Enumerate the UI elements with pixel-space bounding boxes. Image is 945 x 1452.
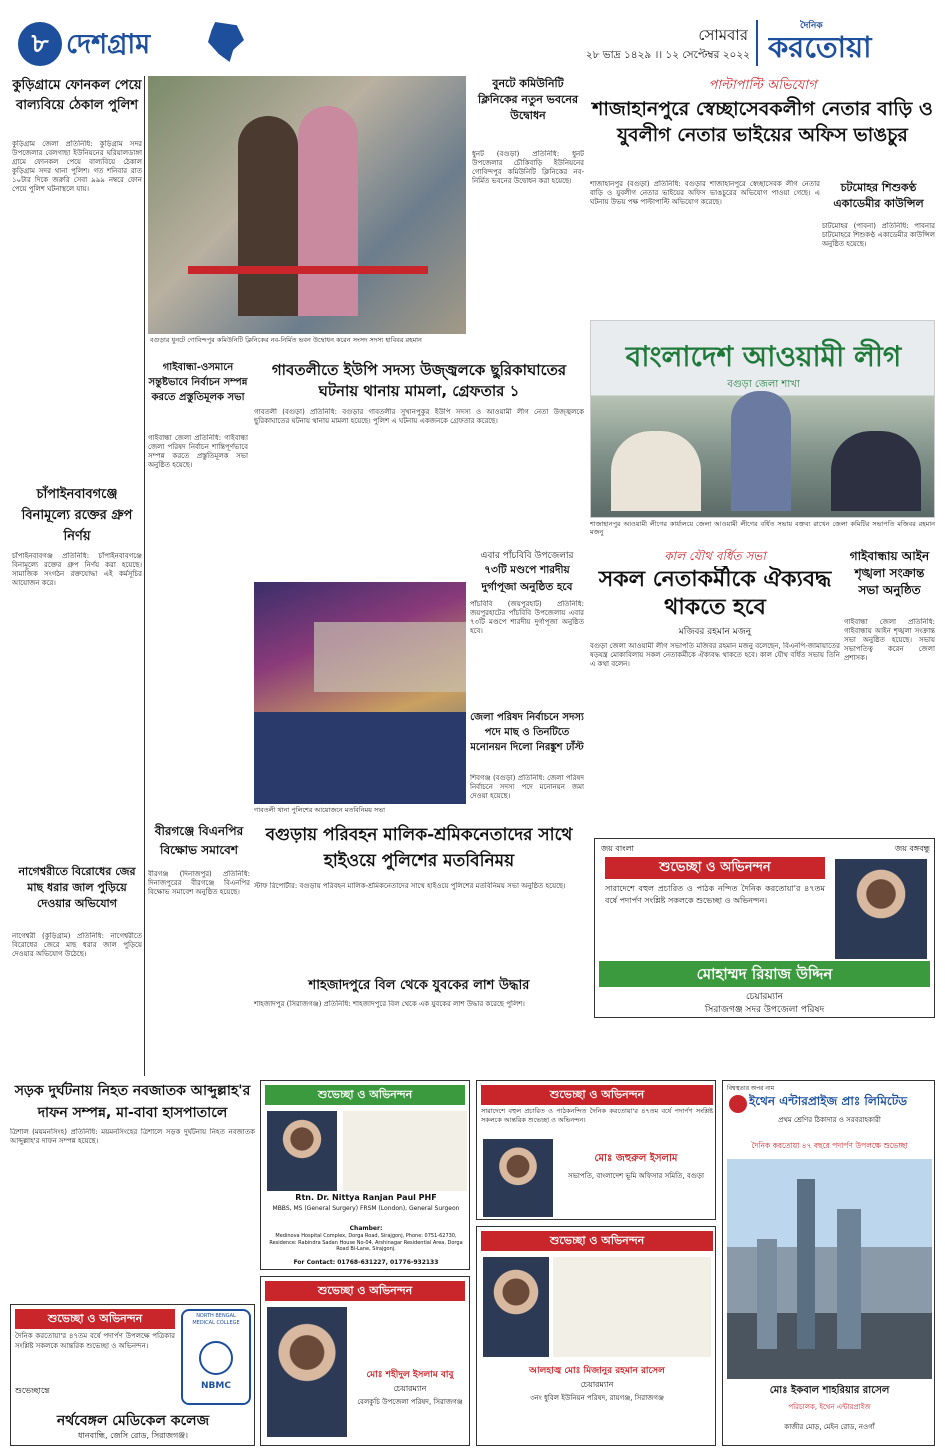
ad-note: [343, 1111, 467, 1191]
story-12: [844, 548, 935, 838]
company-subtitle: প্রথম শ্রেণির ঠিকাদার ও সরবরাহকারী: [778, 1116, 881, 1124]
building-shape: [837, 1209, 861, 1349]
ad-dr-nittya: [260, 1080, 470, 1270]
lead-headline: শাজাহানপুরে স্বেচ্ছাসেবকলীগ নেতার বাড়ি ও যুবলীগ নেতার ভাইয়ের অফিস ভাঙচুর: [592, 98, 933, 146]
ad-headline: শুভেচ্ছা ও অভিনন্দন: [605, 857, 825, 879]
ad-note: [553, 1257, 711, 1357]
police-photo-caption: গাবতলী থানা পুলিশের আয়োজনে মতবিনিময় সভা: [254, 806, 386, 814]
person-photo: [483, 1139, 553, 1217]
contact: For Contact: 01768-631227, 01776-932133: [293, 1259, 439, 1266]
left-column: [12, 76, 142, 1076]
ad-mizanur: [476, 1226, 716, 1446]
story-9-body: পাঁচবিবি (জয়পুরহাট) প্রতিনিধি: জয়পুরহাটের পাঁচবিবি উপজেলায় এবার ৭৩টি মণ্ডপে শারদীয় দুর্গাপূজা অনুষ্ঠিত হবে।: [470, 600, 584, 635]
ad-role: চেয়ারম্যান: [746, 992, 783, 1001]
clinic-inauguration-photo: [148, 76, 466, 334]
seated-figure: [831, 431, 921, 511]
ad-text: দৈনিক করতোয়া'র ৪৭তম বর্ষে পদার্পণ উপলক্ষে পত্রিকার সংশ্লিষ্ট সকলকে আন্তরিক শুভেচ্ছা ও অভিনন্দন।: [15, 1332, 175, 1350]
story-12-headline: গাইবান্ধায় আইন শৃঙ্খলা সংক্রান্ত সভা অনুষ্ঠিত: [849, 549, 930, 597]
page-number: ৮: [18, 22, 62, 66]
story-6-headline: চটমোহর শিশুকণ্ঠ একাডেমীর কাউন্সিল: [833, 181, 924, 210]
story-9-kicker: এবার পাঁচবিবি উপজেলার: [480, 551, 574, 561]
ad-role: চেয়ারম্যান: [580, 1380, 614, 1389]
person-photo: [267, 1307, 347, 1437]
header-date: ২৮ ভাদ্র ১৪২৯ ।। ১২ সেপ্টেম্বর ২০২২: [585, 49, 750, 61]
ad-slogan-left: জয় বাংলা: [601, 844, 634, 853]
audience: [254, 712, 466, 804]
meeting-caption: শাজাহানপুর আওয়ামী লীগের কার্যালয়ে জেলা আওয়ামী লীগের বর্ধিত সভায় বক্তব্য রাখেন জেলা কমিটির সভাপতি মজিবর রহমান মজনু: [590, 520, 935, 536]
story-14: [254, 822, 584, 972]
ad-role: পরিচালক, ইথেন এন্টারপ্রাইজ: [788, 1403, 871, 1411]
story-15: [254, 976, 584, 1076]
story-6-body: চাটমোহর (পাবনা) প্রতিনিধি: পাবনার চাটমোহরে শিশুকণ্ঠ একাডেমীর কাউন্সিল অনুষ্ঠিত হয়েছে।: [822, 222, 935, 248]
lead-story-head: [590, 76, 935, 176]
paper-small: দৈনিক: [800, 21, 823, 30]
story-11-kicker: কাল যৌথ বর্ধিত সভা: [664, 549, 766, 563]
story-2-body: চাঁপাইনবাবগঞ্জ প্রতিনিধি: চাঁপাইনবাবগঞ্জে বিনামূল্যে রক্তের গ্রুপ নির্ণয় করা হয়েছে। সামাজিক সংগঠন রক্তযোদ্ধা এই কর্মসূচির আয়োজন করে।: [12, 552, 142, 587]
ad-nbmc: [10, 1304, 255, 1446]
ribbon: [188, 266, 428, 274]
college-abbr: NBMC: [201, 1381, 231, 1391]
ad-org: বেলকুচি উপজেলা পরিষদ, সিরাজগঞ্জ: [357, 1398, 463, 1406]
banner-text: বাংলাদেশ আওয়ামী লীগ: [625, 340, 902, 373]
story-16: [10, 1080, 255, 1300]
company-logo-icon: [729, 1095, 747, 1113]
story-11-byline: মজিবর রহমান মজনু: [678, 627, 752, 637]
ad-name: মোহাম্মদ রিয়াজ উদ্দিন: [599, 961, 930, 987]
ad-headline: শুভেচ্ছা ও অভিনন্দন: [481, 1085, 713, 1105]
story-14-headline: বগুড়ায় পরিবহন মালিক-শ্রমিকনেতাদের সাথে হাইওয়ে পুলিশের মতবিনিময়: [265, 825, 573, 871]
story-9: [470, 548, 584, 708]
building-shape: [757, 1239, 777, 1349]
person-figure: [238, 116, 298, 316]
person-photo: [267, 1111, 337, 1191]
ad-jahurul: [476, 1080, 716, 1220]
masthead: [0, 0, 945, 70]
story-2-headline: চাঁপাইনবাবগঞ্জে বিনামূল্যে রক্তের গ্রুপ নির্ণয়: [21, 487, 133, 544]
story-13: [148, 822, 250, 1062]
story-4-body: ধুনট (বগুড়া) প্রতিনিধি: ধুনট উপজেলার চৌকিবাড়ি ইউনিয়নের গোবিন্দপুর কমিউনিটি ক্লিনিকের নব-নির্মিত ভবনের উদ্বোধন করা হয়েছে।: [472, 150, 584, 185]
ad-tagline: বিশ্বস্থতার অপর নাম: [727, 1085, 775, 1092]
police-meeting-photo: [254, 582, 466, 804]
story-15-headline: শাহজাদপুরে বিল থেকে যুবকের লাশ উদ্ধার: [308, 978, 530, 993]
lead-body: শাজাহানপুর (বগুড়া) প্রতিনিধি: বগুড়ার শাজাহানপুরে স্বেচ্ছাসেবক লীগ নেতার বাড়ি ও যুবলীগ নেতার ভাইয়ের অফিস ভাঙচুরের অভিযোগ পাওয়া গেছে। এ ঘটনায় উভয় পক্ষ পাল্টাপাল্টি অভিযোগ করেছে।: [590, 180, 820, 206]
story-11: [590, 548, 840, 638]
seated-figure: [611, 431, 701, 511]
ad-text: সারাদেশে বহুল প্রচারিত ও পাঠক নন্দিত দৈনিক করতোয়া'র ৪৭তম বর্ষে পদার্পণ সংশ্লিষ্ট সকলকে শুভেচ্ছা ও অভিনন্দন।: [605, 884, 825, 905]
ad-riaz-uddin: [594, 838, 935, 1018]
story-14-body: স্টাফ রিপোর্টার: বগুড়ায় পরিবহন মালিক-শ্রমিকনেতাদের সাথে হাইওয়ে পুলিশের মতবিনিময় সভা অনুষ্ঠিত হয়েছে।: [254, 882, 566, 890]
story-9-headline: ৭৩টি মণ্ডপে শারদীয় দুর্গাপূজা অনুষ্ঠিত হবে: [481, 564, 573, 593]
ad-wish: দৈনিক করতোয়া ৪৭ বছরে পদার্পণ উপলক্ষে শুভেচ্ছা: [751, 1141, 908, 1150]
story-8-body: গাবতলী (বগুড়া) প্রতিনিধি: বগুড়ার গাবতলীর সুখানপুকুর ইউপি সদস্য ও আওয়ামী লীগ নেতা উজ্জ্বলকে ছুরিকাঘাতের ঘটনায় থানায় মামলা হয়েছে। পুলিশ এ ঘটনায় একজনকে গ্রেফতার করেছে।: [254, 408, 584, 425]
ad-role: সভাপতি, বাংলাদেশ ভূমি অফিসার সমিতি, বগুড়া: [568, 1172, 704, 1180]
company-name: ইথেন এন্টারপ্রাইজ প্রাঃ লিমিটেড: [749, 1094, 908, 1108]
story-7-body: গাইবান্ধা জেলা প্রতিনিধি: গাইবান্ধা জেলা পরিষদ নির্বাচন শান্তিপূর্ণভাবে সম্পন্ন করতে প্রস্তুতিমূলক সভা অনুষ্ঠিত হয়েছে।: [148, 434, 248, 469]
ad-ethen-enterprise: [722, 1080, 935, 1446]
story-7-headline: গাইবান্ধা-ওসমানে সন্তুষ্টভাবে নির্বাচন সম্পন্ন করতে প্রস্তুতিমূলক সভা: [148, 362, 248, 403]
ad-role: চেয়ারম্যান: [393, 1384, 427, 1393]
story-1-body: কুড়িগ্রাম জেলা প্রতিনিধি: কুড়িগ্রাম সদর উপজেলার বেলগাছা ইউনিয়নের ঘরিয়ালডাঙ্গা গ্রামে ফোনকল পেয়ে বাল্যবিয়ে ঠেকাল কুড়িগ্রাম সদর থানা পুলিশ। গত শনিবার রাত ১০টার দিকে জরুরি সেবা ৯৯৯ নম্বরে ফোন পেয়ে পুলিশ ঘটনাস্থলে যায়।: [12, 140, 142, 193]
paper-name: করতোয়া: [768, 30, 872, 64]
ad-person: মোঃ ইকবাল শাহরিয়ার রাসেল: [769, 1385, 890, 1396]
building-shape: [797, 1179, 815, 1349]
ad-text: সারাদেশে বহুল প্রচারিত ও পাঠকনন্দিত দৈনিক করতোয়া'র ৪৭তম বর্ষে পদার্পণ সংশ্লিষ্ট সকলকে আন্তরিক শুভেচ্ছা ও অভিনন্দন।: [481, 1107, 713, 1124]
ad-shahidul: [260, 1276, 470, 1446]
photo-caption: বগুড়ার ধুনটে গোবিন্দপুর কমিউনিটি ক্লিনিকের নব-নির্মিত ভবন উদ্বোধন করেন সংসদ সদস্য হাবিবর রহমান: [150, 336, 422, 344]
story-3-headline: নাগেশ্বরীতে বিরোধের জের মাছ ধরার জাল পুড়িয়ে দেওয়ার অভিযোগ: [18, 865, 136, 910]
awami-league-meeting-photo: [590, 320, 935, 518]
header-divider: [756, 20, 758, 66]
speaker-figure: [731, 391, 791, 511]
story-10: [470, 710, 584, 820]
chamber-address: Medinova Hospital Complex, Dorga Road, Sirajgonj, Phone: 0751-62730, Residence: Rabindra Sadan House No-04, Arshinagar Residential Area, Dorga Road Bi-Lane, Sirajgonj.: [269, 1233, 463, 1252]
ad-name: মোঃ জহুরুল ইসলাম: [594, 1153, 678, 1164]
story-1-headline: কুড়িগ্রামে ফোনকল পেয়ে বাল্যবিয়ে ঠেকাল পুলিশ: [12, 78, 142, 113]
story-13-headline: বীরগঞ্জে বিএনপির বিক্ষোভ সমাবেশ: [154, 824, 244, 857]
lead-kicker: পাল্টাপাল্টি অভিযোগ: [708, 78, 817, 93]
ad-name: মোঃ শহীদুল ইসলাম বাবু: [366, 1370, 454, 1380]
ad-slogan-right: জয় বঙ্গবন্ধু: [895, 844, 930, 853]
person-figure: [298, 106, 358, 316]
story-10-headline: জেলা পরিষদ নির্বাচনে সদস্য পদে মাছ ও তিনটিতে মনোনয়ন দিলো নিরঙ্কুশ ঢাঁস্ট: [470, 712, 584, 753]
story-13-body: বীরগঞ্জ (দিনাজপুর) প্রতিনিধি: দিনাজপুরের বীরগঞ্জে বিএনপির বিক্ষোভ সমাবেশ অনুষ্ঠিত হয়েছে।: [148, 870, 250, 896]
story-8-headline: গাবতলীতে ইউপি সদস্য উজ্জ্বলকে ছুরিকাঘাতের ঘটনায় থানায় মামলা, গ্রেফতার ১: [271, 361, 567, 400]
header-day: সোমবার: [698, 26, 748, 44]
construction-image: [727, 1159, 932, 1379]
ad-org: ৩নং ধুবিল ইউনিয়ন পরিষদ, রায়গঞ্জ, সিরাজগঞ্জ: [530, 1394, 664, 1402]
ad-headline: শুভেচ্ছা ও অভিনন্দন: [481, 1231, 713, 1251]
story-11-headline: সকল নেতাকর্মীকে ঐক্যবদ্ধ থাকতে হবে: [598, 567, 832, 620]
story-10-body: শিবগঞ্জ (বগুড়া) প্রতিনিধি: জেলা পরিষদ নির্বাচনে সদস্য পদে মনোনয়ন জমা দেওয়া হয়েছে।: [470, 774, 584, 800]
college-logo: [181, 1309, 251, 1405]
ad-headline: শুভেচ্ছা ও অভিনন্দন: [15, 1309, 175, 1329]
stage-banner: [314, 622, 466, 692]
doctor-name: Rtn. Dr. Nittya Ranjan Paul PHF: [295, 1193, 437, 1202]
ad-by: শুভেচ্ছান্তে: [15, 1386, 50, 1395]
college-emblem: [199, 1341, 233, 1375]
banner-subtext: বগুড়া জেলা শাখা: [727, 379, 800, 390]
story-7: [148, 360, 248, 740]
ad-address: ধানবান্ধি, জেসি রোড, সিরাজগঞ্জ।: [78, 1431, 188, 1440]
person-photo: [483, 1257, 549, 1357]
chamber-label: Chamber:: [349, 1225, 383, 1232]
story-11-body: বগুড়া জেলা আওয়ামী লীগ সভাপতি মজিবর রহমান মজনু বলেছেন, বিএনপি-জামায়াতের ষড়যন্ত্র মোকাবিলায় সকল নেতাকর্মীকে ঐক্যবদ্ধ থাকতে হবে। কাল যৌথ বর্ধিত সভায় তিনি এ কথা বলেন।: [590, 642, 840, 668]
story-6: [822, 180, 935, 316]
ad-name: আলহাজ্ব মোঃ মিজানুর রহমান রাসেল: [529, 1366, 665, 1376]
ad-address: কাজীর মোড়, মেইন রোড, নওগাঁ: [784, 1423, 875, 1431]
ad-name: নর্থবেঙ্গল মেডিকেল কলেজ: [56, 1413, 210, 1429]
story-12-body: গাইবান্ধা জেলা প্রতিনিধি: গাইবান্ধায় আইন শৃঙ্খলা সংক্রান্ত সভা অনুষ্ঠিত হয়েছে। সভায় সভাপতিত্ব করেন জেলা প্রশাসক।: [844, 618, 935, 662]
doctor-degree: MBBS, MS (General Surgery) FRSM (London), General Surgeon: [272, 1205, 460, 1212]
story-3-body: নাগেশ্বরী (কুড়িগ্রাম) প্রতিনিধি: নাগেশ্বরীতে বিরোধের জেরে মাছ ধরার জাল পুড়িয়ে দেওয়ার অভিযোগ উঠেছে।: [12, 932, 142, 958]
ad-org: সিরাজগঞ্জ সদর উপজেলা পরিষদ: [704, 1005, 825, 1014]
story-4-headline: বুনটে কমিউনিটি ক্লিনিকের নতুন ভবনের উদ্বোধন: [477, 77, 579, 122]
section-title: দেশগ্রাম: [66, 29, 151, 60]
column-rule: [144, 76, 145, 1076]
ad-headline: শুভেচ্ছা ও অভিনন্দন: [265, 1281, 465, 1301]
ad-headline: শুভেচ্ছা ও অভিনন্দন: [265, 1085, 465, 1105]
story-16-headline: সড়ক দুর্ঘটনায় নিহত নবজাতক আব্দুল্লাহ'র দাফন সম্পন্ন, মা-বাবা হাসপাতালে: [14, 1083, 251, 1121]
story-16-body: ত্রিশাল (ময়মনসিংহ) প্রতিনিধি: ময়মনসিংহের ত্রিশালে সড়ক দুর্ঘটনায় নিহত নবজাতক আব্দুল্লাহ'র দাফন সম্পন্ন হয়েছে।: [10, 1128, 255, 1145]
story-15-body: শাহজাদপুর (সিরাজগঞ্জ) প্রতিনিধি: শাহজাদপুরে বিল থেকে এক যুবকের লাশ উদ্ধার করেছে পুলিশ।: [254, 1000, 525, 1008]
college-logo-text: NORTH BENGAL MEDICAL COLLEGE: [192, 1313, 240, 1326]
person-photo: [835, 859, 927, 959]
